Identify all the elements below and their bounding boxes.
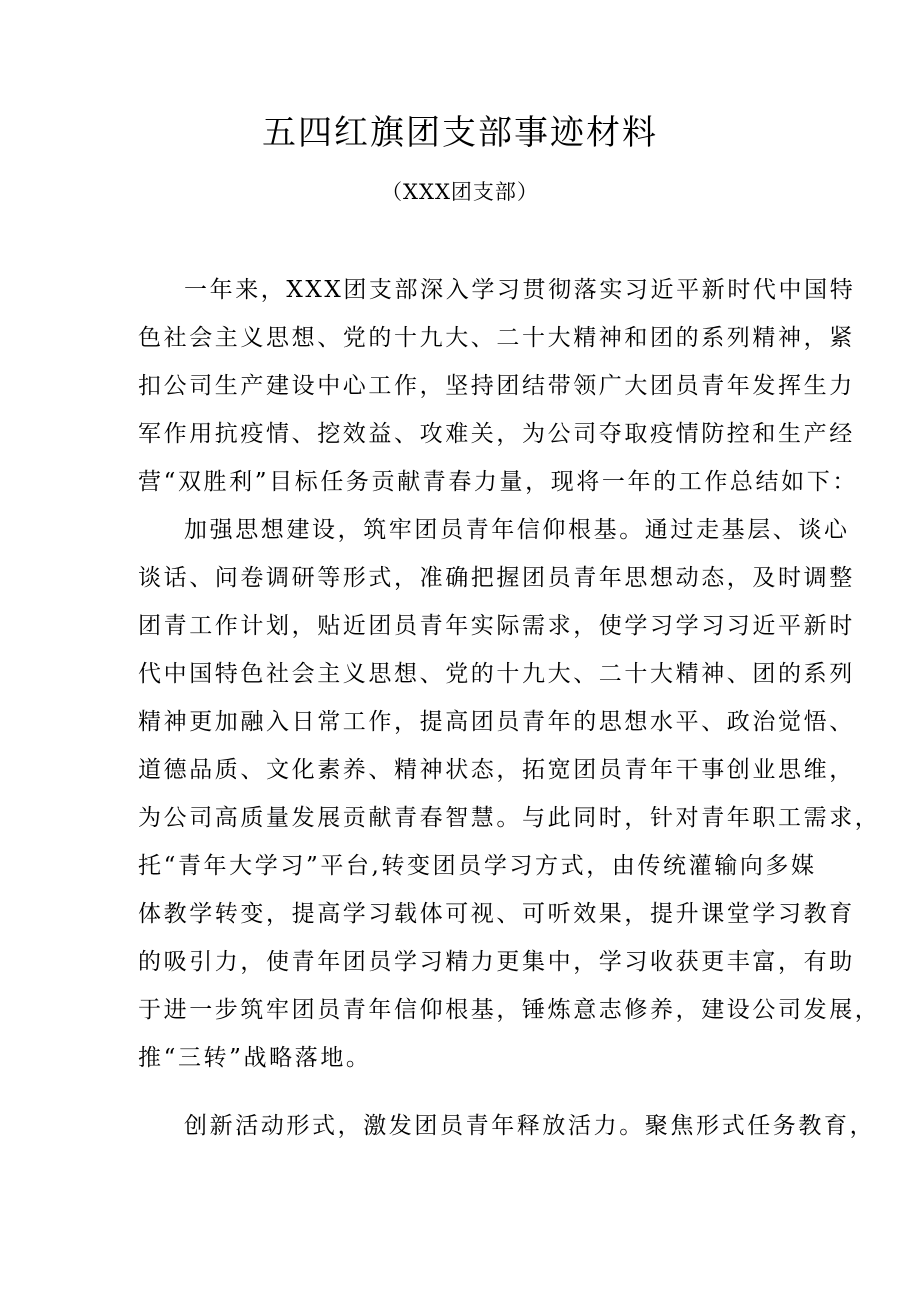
paragraph-line: 加强思想建设，筑牢团员青年信仰根基。通过走基层、谈心	[184, 517, 850, 543]
paragraph-activity-innovation	[138, 1102, 876, 1150]
document-title: 五四红旗团支部事迹材料	[262, 113, 658, 153]
paragraph-line: 的吸引力，使青年团员学习精力更集中，学习收获更丰富，有助	[138, 949, 855, 975]
paragraph-line: 道德品质、文化素养、精神状态，拓宽团员青年干事创业思维，	[138, 757, 855, 783]
document-subtitle: （XXX团支部）	[381, 180, 539, 204]
paragraph-ideological-building	[138, 506, 881, 1082]
paragraph-line: 色社会主义思想、党的十九大、二十大精神和团的系列精神，紧	[138, 325, 855, 351]
paragraph-line: 扣公司生产建设中心工作，坚持团结带领广大团员青年发挥生力	[138, 373, 855, 399]
paragraph-line: 为公司高质量发展贡献青春智慧。与此同时，针对青年职工需求，	[138, 805, 881, 831]
paragraph-line: 营“双胜利”目标任务贡献青春力量，现将一年的工作总结如下：	[138, 469, 858, 495]
paragraph-line: 推“三转”战略落地。	[138, 1045, 372, 1071]
paragraph-line: 精神更加融入日常工作，提高团员青年的思想水平、政治觉悟、	[138, 709, 855, 735]
paragraph-line: 于进一步筑牢团员青年信仰根基，锤炼意志修养，建设公司发展，	[138, 997, 881, 1023]
paragraph-line: 军作用抗疫情、挖效益、攻难关，为公司夺取疫情防控和生产经	[138, 421, 855, 447]
paragraph-line: 谈话、问卷调研等形式，准确把握团员青年思想动态，及时调整	[138, 565, 855, 591]
paragraph-line: 体教学转变，提高学习载体可视、可听效果，提升课堂学习教育	[138, 901, 855, 927]
paragraph-line: 代中国特色社会主义思想、党的十九大、二十大精神、团的系列	[138, 661, 855, 687]
paragraph-line: 托“青年大学习”平台,转变团员学习方式，由传统灌输向多媒	[138, 853, 817, 879]
paragraph-summary-intro	[138, 266, 858, 506]
paragraph-line: 创新活动形式，激发团员青年释放活力。聚焦形式任务教育，	[184, 1113, 876, 1139]
paragraph-line: 团青工作计划，贴近团员青年实际需求，使学习学习习近平新时	[138, 613, 855, 639]
paragraph-line: 一年来，XXX团支部深入学习贯彻落实习近平新时代中国特	[184, 277, 856, 303]
